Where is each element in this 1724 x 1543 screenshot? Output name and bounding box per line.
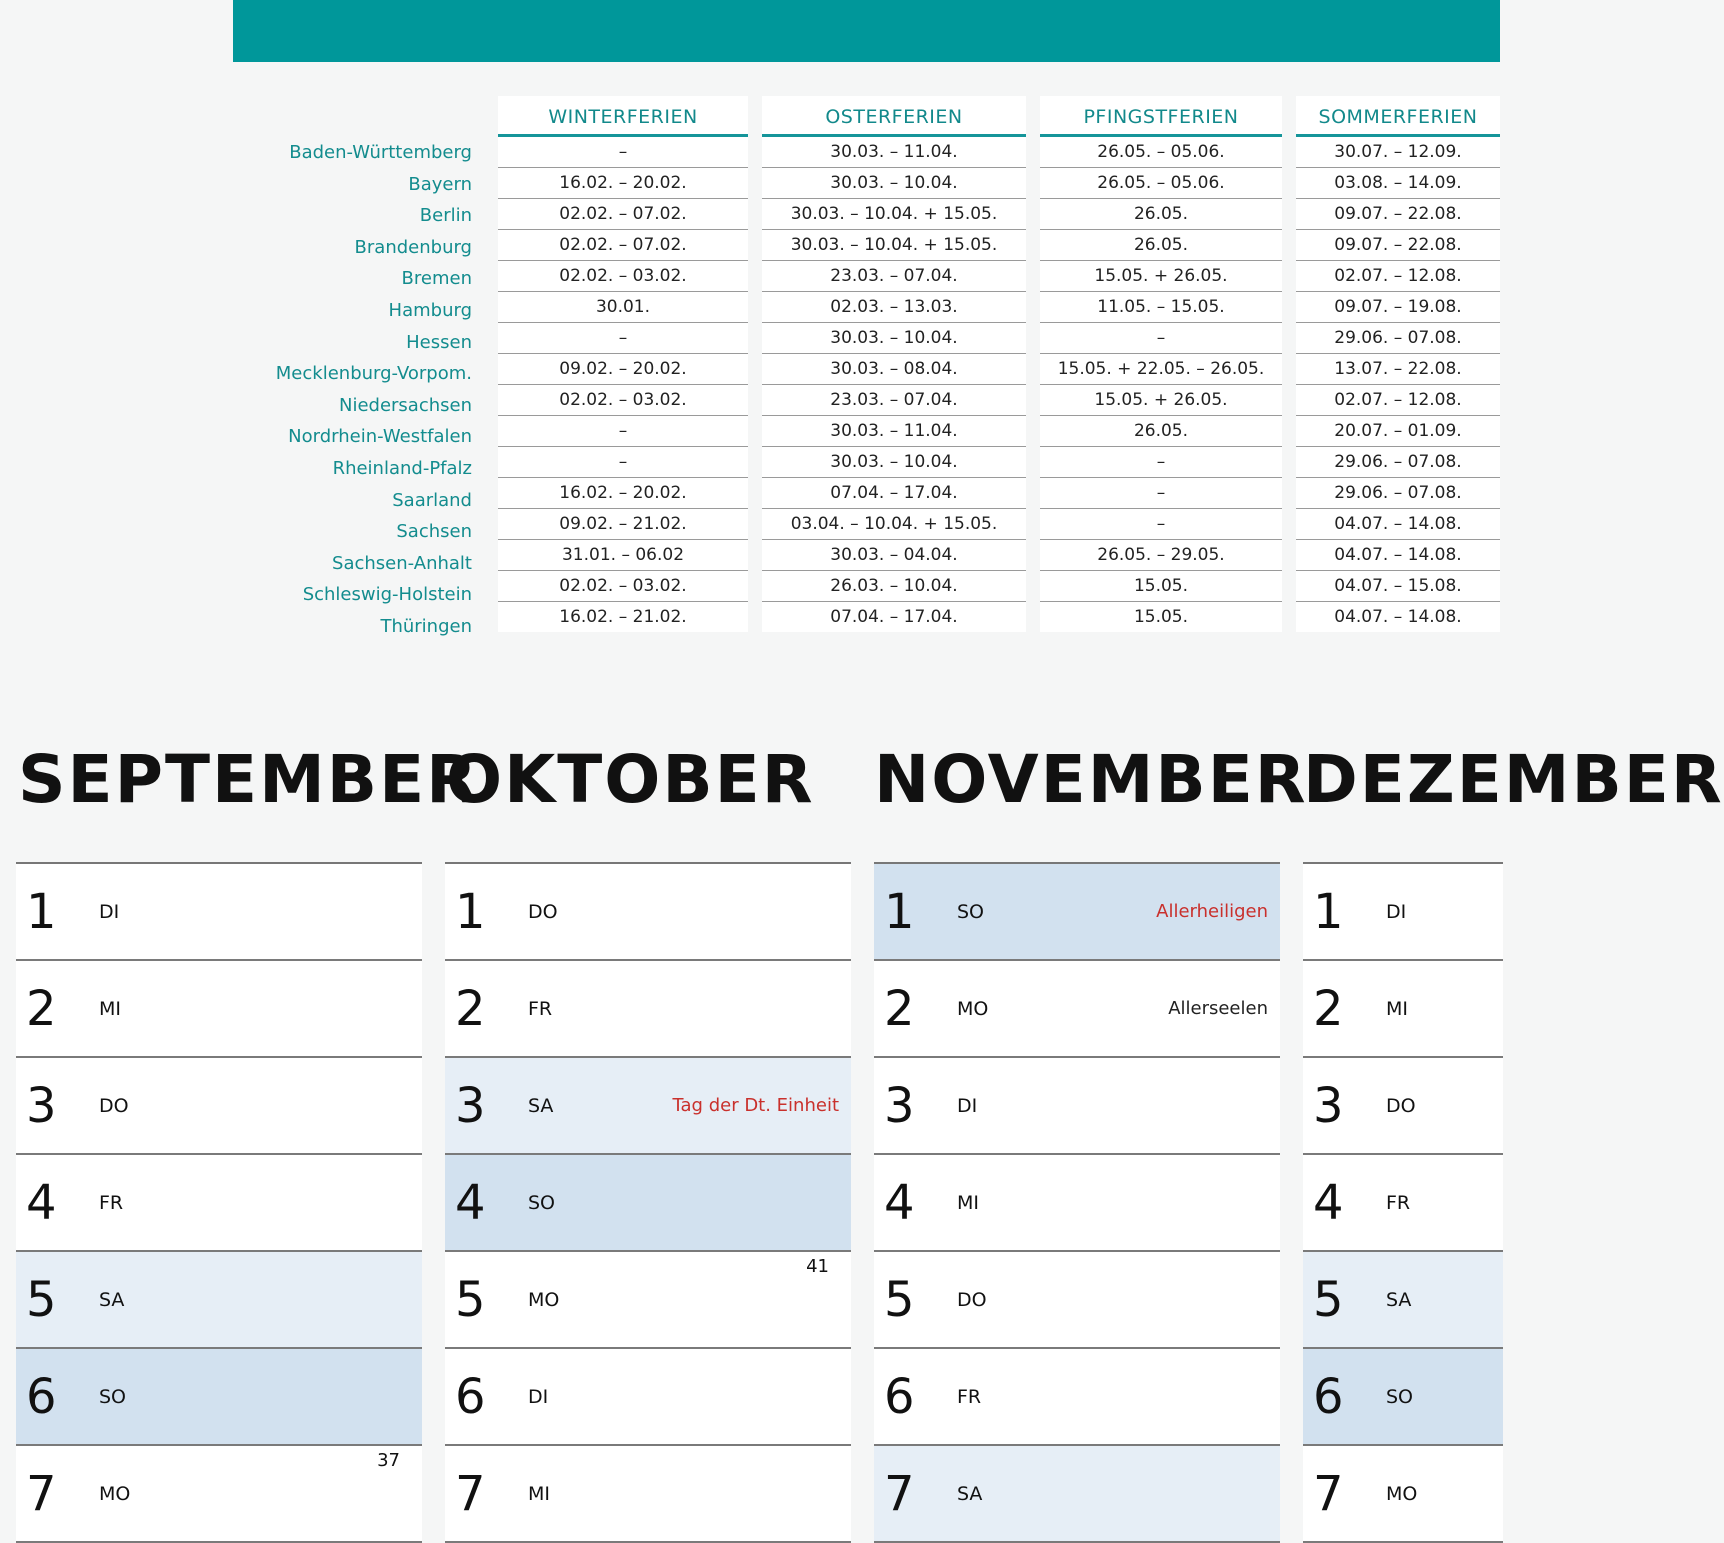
day-number: 6 <box>1313 1369 1344 1425</box>
day-number: 3 <box>455 1078 486 1134</box>
holiday-cell: 30.03. – 10.04. + 15.05. <box>762 230 1026 261</box>
day-row <box>1303 1252 1503 1349</box>
holiday-cell: 29.06. – 07.08. <box>1296 447 1500 478</box>
day-row <box>874 1155 1280 1252</box>
day-row <box>16 961 422 1058</box>
weekday-label: MO <box>1386 1483 1418 1505</box>
day-number: 5 <box>26 1272 57 1328</box>
holiday-cell: 09.07. – 19.08. <box>1296 292 1500 323</box>
holiday-cell: 29.06. – 07.08. <box>1296 323 1500 354</box>
day-number: 2 <box>884 981 915 1037</box>
day-number: 1 <box>884 884 915 940</box>
state-label: Thüringen <box>380 615 472 637</box>
month-title: DEZEMBER <box>1303 741 1724 818</box>
day-number: 5 <box>1313 1272 1344 1328</box>
day-row <box>874 864 1280 961</box>
day-number: 6 <box>455 1369 486 1425</box>
state-label: Brandenburg <box>354 236 472 258</box>
day-number: 4 <box>884 1175 915 1231</box>
day-row <box>16 1155 422 1252</box>
holiday-cell: 04.07. – 14.08. <box>1296 540 1500 571</box>
weekday-label: DI <box>1386 901 1407 923</box>
month-column-oktober <box>445 862 851 1543</box>
holiday-cell: 02.03. – 13.03. <box>762 292 1026 323</box>
day-number: 4 <box>455 1175 486 1231</box>
column-winterferien <box>498 96 748 632</box>
holiday-cell: 23.03. – 07.04. <box>762 261 1026 292</box>
day-number: 3 <box>26 1078 57 1134</box>
holiday-cell: 04.07. – 14.08. <box>1296 509 1500 540</box>
day-row <box>874 1446 1280 1543</box>
holiday-cell: 26.05. <box>1040 199 1282 230</box>
day-row <box>445 961 851 1058</box>
holiday-cell: 07.04. – 17.04. <box>762 478 1026 509</box>
state-label: Sachsen-Anhalt <box>332 552 472 574</box>
day-number: 5 <box>884 1272 915 1328</box>
day-number: 5 <box>455 1272 486 1328</box>
day-number: 2 <box>1313 981 1344 1037</box>
holiday-cell: 02.02. – 07.02. <box>498 199 748 230</box>
holiday-cell: – <box>498 447 748 478</box>
weekday-label: FR <box>99 1192 124 1214</box>
weekday-label: FR <box>957 1386 982 1408</box>
weekday-label: FR <box>1386 1192 1411 1214</box>
day-number: 4 <box>1313 1175 1344 1231</box>
holiday-cell: 16.02. – 20.02. <box>498 478 748 509</box>
weekday-label: DI <box>99 901 120 923</box>
column-header: OSTERFERIEN <box>762 96 1026 137</box>
day-row <box>445 1446 851 1543</box>
holiday-cell: – <box>498 323 748 354</box>
holiday-cell: 02.07. – 12.08. <box>1296 261 1500 292</box>
holiday-cell: 04.07. – 14.08. <box>1334 607 1462 627</box>
holiday-cell: 26.05. <box>1040 230 1282 261</box>
state-label: Hamburg <box>388 299 472 321</box>
column-header: WINTERFERIEN <box>498 96 748 137</box>
holiday-cell: 30.03. – 10.04. + 15.05. <box>762 199 1026 230</box>
day-row <box>1303 1446 1503 1543</box>
holiday-cell: 15.05. <box>1133 607 1189 627</box>
weekday-label: DI <box>528 1386 549 1408</box>
day-row <box>445 1058 851 1155</box>
weekday-label: DO <box>99 1095 129 1117</box>
week-number: 41 <box>806 1256 829 1277</box>
day-row <box>16 864 422 961</box>
weekday-label: SA <box>99 1289 125 1311</box>
day-number: 2 <box>455 981 486 1037</box>
holiday-cell: 30.03. – 10.04. <box>762 447 1026 478</box>
weekday-label: MO <box>99 1483 131 1505</box>
holiday-cell: – <box>1040 509 1282 540</box>
weekday-label: SA <box>1386 1289 1412 1311</box>
holiday-cell: 02.02. – 03.02. <box>498 571 748 602</box>
day-row <box>1303 1349 1503 1446</box>
month-column-dezember <box>1303 862 1503 1543</box>
weekday-label: SO <box>957 901 985 923</box>
holiday-cell: 16.02. – 21.02. <box>559 607 687 627</box>
holiday-note: Tag der Dt. Einheit <box>672 1095 839 1116</box>
state-label: Mecklenburg-Vorpom. <box>275 363 472 385</box>
state-label: Baden-Württemberg <box>289 142 472 163</box>
day-number: 7 <box>884 1466 915 1522</box>
holiday-cell: 09.02. – 21.02. <box>498 509 748 540</box>
holiday-cell: 13.07. – 22.08. <box>1296 354 1500 385</box>
weekday-label: MI <box>528 1483 550 1505</box>
day-row <box>874 1349 1280 1446</box>
state-label: Sachsen <box>396 521 472 543</box>
weekday-label: DO <box>528 901 558 923</box>
holiday-cell: 26.03. – 10.04. <box>762 571 1026 602</box>
week-number: 37 <box>377 1450 400 1471</box>
holiday-cell: 02.02. – 03.02. <box>498 385 748 416</box>
holiday-cell: 04.07. – 15.08. <box>1296 571 1500 602</box>
day-row <box>16 1252 422 1349</box>
day-row <box>1303 961 1503 1058</box>
day-number: 1 <box>26 884 57 940</box>
weekday-label: DO <box>957 1289 987 1311</box>
day-row <box>874 961 1280 1058</box>
holiday-cell: 09.02. – 20.02. <box>498 354 748 385</box>
weekday-label: SO <box>1386 1386 1414 1408</box>
weekday-label: FR <box>528 998 553 1020</box>
holiday-cell: 03.04. – 10.04. + 15.05. <box>762 509 1026 540</box>
state-label: Niedersachsen <box>338 394 472 416</box>
holiday-cell: – <box>1040 478 1282 509</box>
column-header: SOMMERFERIEN <box>1296 96 1500 137</box>
holiday-cell: 30.03. – 08.04. <box>762 354 1026 385</box>
day-row <box>874 1252 1280 1349</box>
holiday-cell: 26.05. – 05.06. <box>1040 137 1282 168</box>
holiday-cell: – <box>1040 447 1282 478</box>
holiday-cell: 30.03. – 11.04. <box>762 416 1026 447</box>
holiday-cell: 26.05. – 05.06. <box>1040 168 1282 199</box>
holiday-cell: 09.07. – 22.08. <box>1296 230 1500 261</box>
holiday-cell: 30.03. – 04.04. <box>762 540 1026 571</box>
weekday-label: SA <box>528 1095 554 1117</box>
holiday-cell: 30.01. <box>498 292 748 323</box>
holiday-cell: – <box>498 137 748 168</box>
day-row <box>445 1155 851 1252</box>
state-label: Rheinland-Pfalz <box>332 457 472 479</box>
state-label: Berlin <box>419 205 472 227</box>
holiday-cell: 30.03. – 10.04. <box>762 168 1026 199</box>
state-label: Nordrhein-Westfalen <box>288 426 472 448</box>
holiday-cell: 02.02. – 03.02. <box>498 261 748 292</box>
day-row <box>1303 1058 1503 1155</box>
day-number: 1 <box>1313 884 1344 940</box>
weekday-label: SO <box>99 1386 127 1408</box>
column-sommerferien <box>1296 96 1500 632</box>
month-column-november <box>874 862 1280 1543</box>
holiday-cell: 26.05. <box>1040 416 1282 447</box>
holiday-cell: 02.02. – 07.02. <box>498 230 748 261</box>
holiday-cell: 15.05. <box>1040 571 1282 602</box>
holiday-cell: – <box>498 416 748 447</box>
holiday-cell: 30.03. – 10.04. <box>762 323 1026 354</box>
holiday-cell: 07.04. – 17.04. <box>830 607 958 627</box>
state-label: Schleswig-Holstein <box>302 584 472 606</box>
holiday-note: Allerheiligen <box>1156 901 1268 922</box>
month-title: NOVEMBER <box>874 741 1308 818</box>
holiday-cell: 16.02. – 20.02. <box>498 168 748 199</box>
column-header: PFINGSTFERIEN <box>1040 96 1282 137</box>
day-number: 4 <box>26 1175 57 1231</box>
month-title: OKTOBER <box>446 741 815 818</box>
day-number: 1 <box>455 884 486 940</box>
holiday-cell: 03.08. – 14.09. <box>1296 168 1500 199</box>
day-row <box>1303 864 1503 961</box>
holiday-cell: 30.03. – 11.04. <box>762 137 1026 168</box>
day-row <box>16 1446 422 1543</box>
state-label: Bayern <box>408 173 472 195</box>
weekday-label: DI <box>957 1095 978 1117</box>
day-number: 3 <box>1313 1078 1344 1134</box>
holiday-cell: – <box>1040 323 1282 354</box>
holiday-cell: 15.05. + 22.05. – 26.05. <box>1040 354 1282 385</box>
holiday-cell: 31.01. – 06.02 <box>498 540 748 571</box>
holiday-note: Allerseelen <box>1168 998 1268 1019</box>
holiday-cell: 15.05. + 26.05. <box>1040 261 1282 292</box>
day-number: 6 <box>26 1369 57 1425</box>
holiday-cell: 09.07. – 22.08. <box>1296 199 1500 230</box>
day-number: 7 <box>26 1466 57 1522</box>
holiday-cell: 23.03. – 07.04. <box>762 385 1026 416</box>
day-number: 7 <box>455 1466 486 1522</box>
column-osterferien <box>762 96 1026 632</box>
weekday-label: MI <box>1386 998 1408 1020</box>
header-bar <box>233 0 1500 62</box>
holiday-cell: 15.05. + 26.05. <box>1040 385 1282 416</box>
day-row <box>1303 1155 1503 1252</box>
day-number: 7 <box>1313 1466 1344 1522</box>
weekday-label: MO <box>528 1289 560 1311</box>
holiday-cell: 02.07. – 12.08. <box>1296 385 1500 416</box>
weekday-label: SA <box>957 1483 983 1505</box>
weekday-label: MO <box>957 998 989 1020</box>
state-label: Bremen <box>401 268 472 290</box>
day-row <box>445 1252 851 1349</box>
holiday-cell: 11.05. – 15.05. <box>1040 292 1282 323</box>
column-pfingstferien <box>1040 96 1282 632</box>
day-row <box>16 1058 422 1155</box>
holiday-cell: 26.05. – 29.05. <box>1040 540 1282 571</box>
weekday-label: DO <box>1386 1095 1416 1117</box>
day-number: 3 <box>884 1078 915 1134</box>
holiday-cell: 20.07. – 01.09. <box>1296 416 1500 447</box>
state-list <box>200 137 472 643</box>
holiday-cell: 30.07. – 12.09. <box>1296 137 1500 168</box>
day-row <box>445 864 851 961</box>
holiday-cell: 29.06. – 07.08. <box>1296 478 1500 509</box>
weekday-label: MI <box>957 1192 979 1214</box>
month-column-september <box>16 862 422 1543</box>
weekday-label: SO <box>528 1192 556 1214</box>
state-label: Saarland <box>392 489 472 511</box>
day-row <box>874 1058 1280 1155</box>
state-label: Hessen <box>406 331 472 353</box>
day-number: 6 <box>884 1369 915 1425</box>
month-title: SEPTEMBER <box>18 741 479 818</box>
day-number: 2 <box>26 981 57 1037</box>
day-row <box>16 1349 422 1446</box>
weekday-label: MI <box>99 998 121 1020</box>
day-row <box>445 1349 851 1446</box>
